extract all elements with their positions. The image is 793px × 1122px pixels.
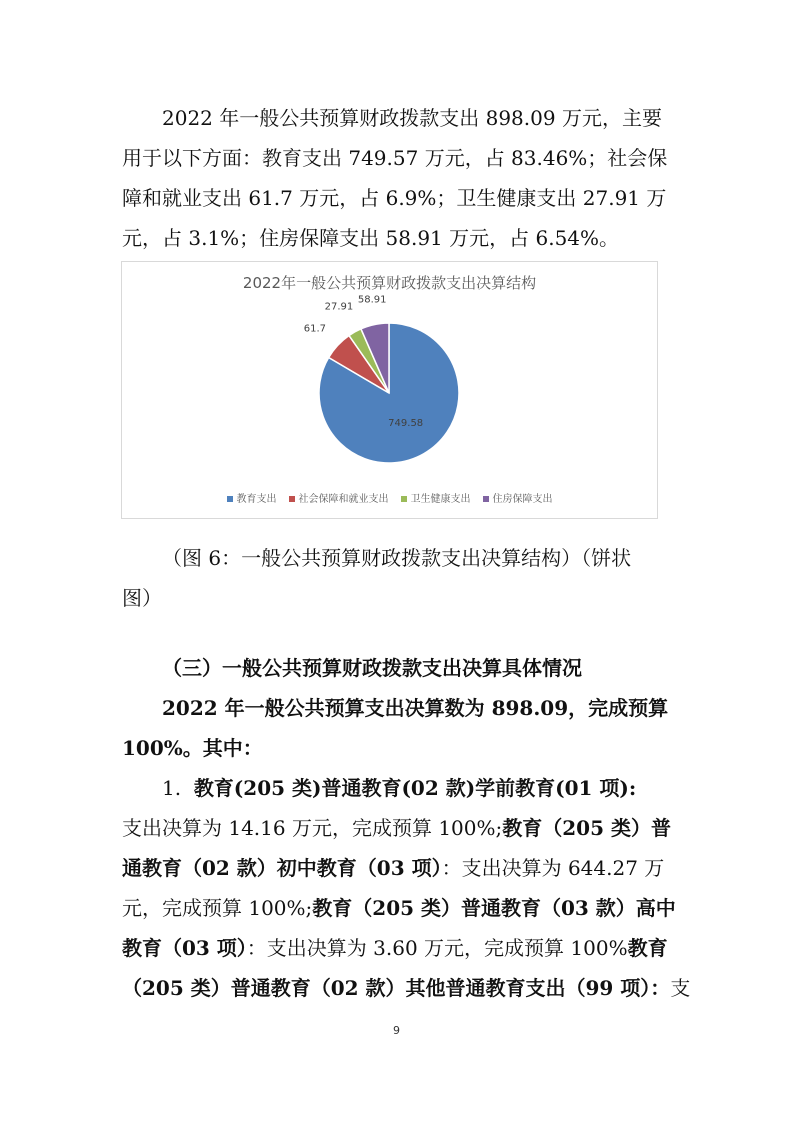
- legend-swatch: [483, 496, 489, 502]
- legend-label: 教育支出: [236, 494, 277, 505]
- legend-item: [227, 490, 277, 505]
- section-heading: （三）一般公共预算财政拨款支出决算具体情况: [162, 656, 582, 680]
- detail-text: 元，完成预算 100%;: [122, 896, 313, 920]
- detail-line: [122, 928, 678, 968]
- legend-label: 社会保障和就业支出: [298, 494, 389, 505]
- detail-text: 支: [670, 976, 691, 1000]
- data-label: 61.7: [303, 323, 326, 335]
- intro-line: 障和就业支出 61.7 万元，占 6.9%；卫生健康支出 27.91 万: [122, 186, 667, 210]
- caption-line: （图 6：一般公共预算财政拨款支出决算结构）（饼状: [162, 546, 632, 570]
- caption-line: 图）: [122, 586, 162, 610]
- detail-text: ：支出决算为 3.60 万元，完成预算 100%: [246, 936, 628, 960]
- figure-caption: [122, 538, 678, 618]
- page-number: 9: [393, 1024, 400, 1037]
- intro-line: 元，占 3.1%；住房保障支出 58.91 万元，占 6.54%。: [122, 226, 620, 250]
- detail-bold: 教育（205 类）普: [502, 816, 671, 840]
- legend-item: [289, 490, 389, 505]
- chart-legend: [122, 490, 657, 505]
- detail-bold: 教育(205 类)普通教育(02 款)学前教育(01 项):: [193, 776, 637, 800]
- detail-line: [122, 968, 691, 1008]
- pie-chart-svg: [122, 262, 657, 518]
- detail-line: [122, 808, 678, 848]
- detail-bold: 教育（03 项）: [122, 936, 247, 960]
- summary-line: 2022 年一般公共预算支出决算数为 898.09，完成预算: [162, 696, 669, 720]
- data-label: 58.91: [357, 294, 387, 306]
- detail-line: [122, 888, 678, 928]
- legend-swatch: [401, 496, 407, 502]
- legend-item: [483, 490, 553, 505]
- data-label: 27.91: [324, 301, 354, 313]
- detail-bold: 教育（205 类）普通教育（03 款）高中: [312, 896, 676, 920]
- summary-line: 100%。其中：: [122, 736, 263, 760]
- detail-bold: 教育: [627, 936, 668, 960]
- detail-bold: 通教育（02 款）初中教育（03 项）: [122, 856, 442, 880]
- legend-label: 卫生健康支出: [410, 494, 471, 505]
- chart-title: 2022年一般公共预算财政拨款支出决算结构: [242, 274, 537, 292]
- intro-line: 2022 年一般公共预算财政拨款支出 898.09 万元，主要: [162, 106, 662, 130]
- intro-line: 用于以下方面：教育支出 749.57 万元，占 83.46%；社会保: [122, 146, 668, 170]
- pie-chart: [121, 261, 658, 519]
- legend-swatch: [227, 496, 233, 502]
- list-number: 1.: [162, 776, 182, 800]
- legend-label: 住房保障支出: [492, 494, 553, 505]
- legend-swatch: [289, 496, 295, 502]
- intro-paragraph: [122, 98, 678, 258]
- data-label: 749.58: [388, 418, 424, 430]
- detail-text: ：支出决算为 644.27 万: [441, 856, 665, 880]
- legend-item: [401, 490, 471, 505]
- detail-text: 支出决算为 14.16 万元，完成预算 100%;: [122, 816, 503, 840]
- section: [122, 648, 691, 1008]
- detail-bold: （205 类）普通教育（02 款）其他普通教育支出（99 项）：: [122, 976, 671, 1000]
- detail-line: [122, 848, 678, 888]
- detail-line: [122, 768, 678, 808]
